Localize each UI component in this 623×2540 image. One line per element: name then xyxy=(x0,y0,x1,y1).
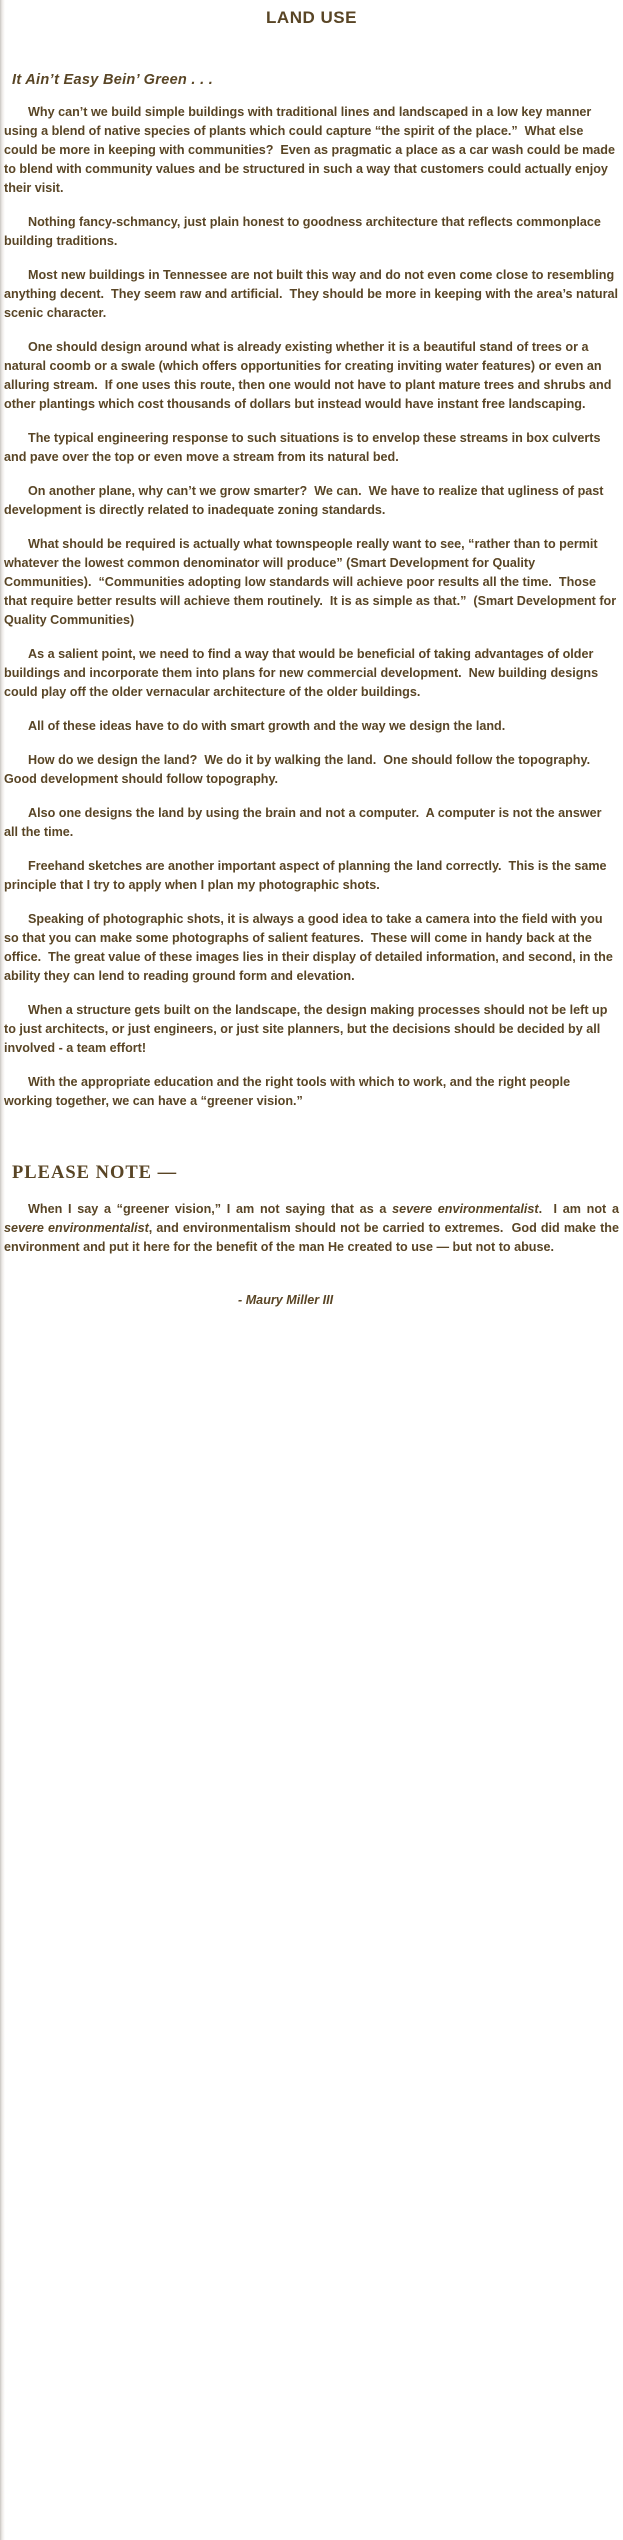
note-segment: . I am not a xyxy=(538,1202,623,1216)
paragraph: On another plane, why can’t we grow smarter? We can. We have to realize that ugliness of past development is directly related to inadequate zoning standards. xyxy=(4,484,607,517)
paragraph: Freehand sketches are another important aspect of planning the land correctly. This is the same principle that I try to apply when I plan my photographic shots. xyxy=(4,859,611,892)
paragraph: Also one designs the land by using the brain and not a computer. A computer is not the answer all the time. xyxy=(4,806,606,839)
paragraph: The typical engineering response to such situations is to envelop these streams in box culverts and pave over the top or even move a stream from its natural bed. xyxy=(4,431,604,464)
paragraph: Speaking of photographic shots, it is always a good idea to take a camera into the field with you so that you can make some photographs of salient features. These will come in handy back at the office. The great value of these images lies in their display of detailed information, and second, in the ability they can lend to reading ground form and elevation. xyxy=(4,912,617,983)
page-title: LAND USE xyxy=(266,8,357,27)
note-paragraph xyxy=(4,1200,623,1257)
paragraph: All of these ideas have to do with smart growth and the way we design the land. xyxy=(28,719,506,733)
signature: - Maury Miller III xyxy=(238,1293,334,1307)
paragraph: How do we design the land? We do it by walking the land. One should follow the topography. Good development should follow topography. xyxy=(4,753,598,786)
paragraph: Nothing fancy-schmancy, just plain honest to goodness architecture that reflects commonplace building traditions. xyxy=(4,215,605,248)
note-segment-italic: severe environmentalist xyxy=(4,1221,149,1235)
paragraph: Most new buildings in Tennessee are not built this way and do not even come close to resembling anything decent. They seem raw and artificial. They should be more in keeping with the area’s natural scenic character. xyxy=(4,268,622,320)
note-heading: PLEASE NOTE — xyxy=(12,1163,178,1183)
paragraph: What should be required is actually what townspeople really want to see, “rather than to permit whatever the lowest common denominator will produce” (Smart Development for Quality Communities). “Communities adopting low standards will achieve poor results all the time. Those that require better results will achieve them routinely. It is as simple as that.” (Smart Development for Quality Communities) xyxy=(4,537,620,627)
paragraph: When a structure gets built on the landscape, the design making processes should not be left up to just architects, or just engineers, or just site planners, but the decisions should be decided by all involved - a team effort! xyxy=(4,1003,611,1055)
article-heading: It Ain’t Easy Bein’ Green . . . xyxy=(12,72,214,88)
paragraph: With the appropriate education and the right tools with which to work, and the right people working together, we can have a “greener vision.” xyxy=(4,1075,574,1108)
note-segment-italic: severe environmentalist xyxy=(392,1202,539,1216)
paragraph: One should design around what is already existing whether it is a beautiful stand of trees or a natural coomb or a swale (which offers opportunities for creating inviting water features) or even an alluring stream. If one uses this route, then one would not have to plant mature trees and shrubs and other plantings which cost thousands of dollars but instead would have instant free landscaping. xyxy=(4,340,615,411)
paragraph: Why can’t we build simple buildings with traditional lines and landscaped in a low key manner using a blend of native species of plants which could capture “the spirit of the place.” What else could be more in keeping with communities? Even as pragmatic a place as a car wash could be made to blend with community values and be structured in such a way that customers could actually enjoy their visit. xyxy=(4,105,619,195)
note-segment: , and environmentalism should not be carried to extremes. God did make the environment and put it here for the benefit of the man He created to use — but not to abuse. xyxy=(4,1221,623,1254)
note-segment: When I say a “greener vision,” I am not saying that as a xyxy=(28,1202,393,1216)
paragraph: As a salient point, we need to find a way that would be beneficial of taking advantages of older buildings and incorporate them into plans for new commercial development. New building designs could play off the older vernacular architecture of the older buildings. xyxy=(4,647,602,699)
